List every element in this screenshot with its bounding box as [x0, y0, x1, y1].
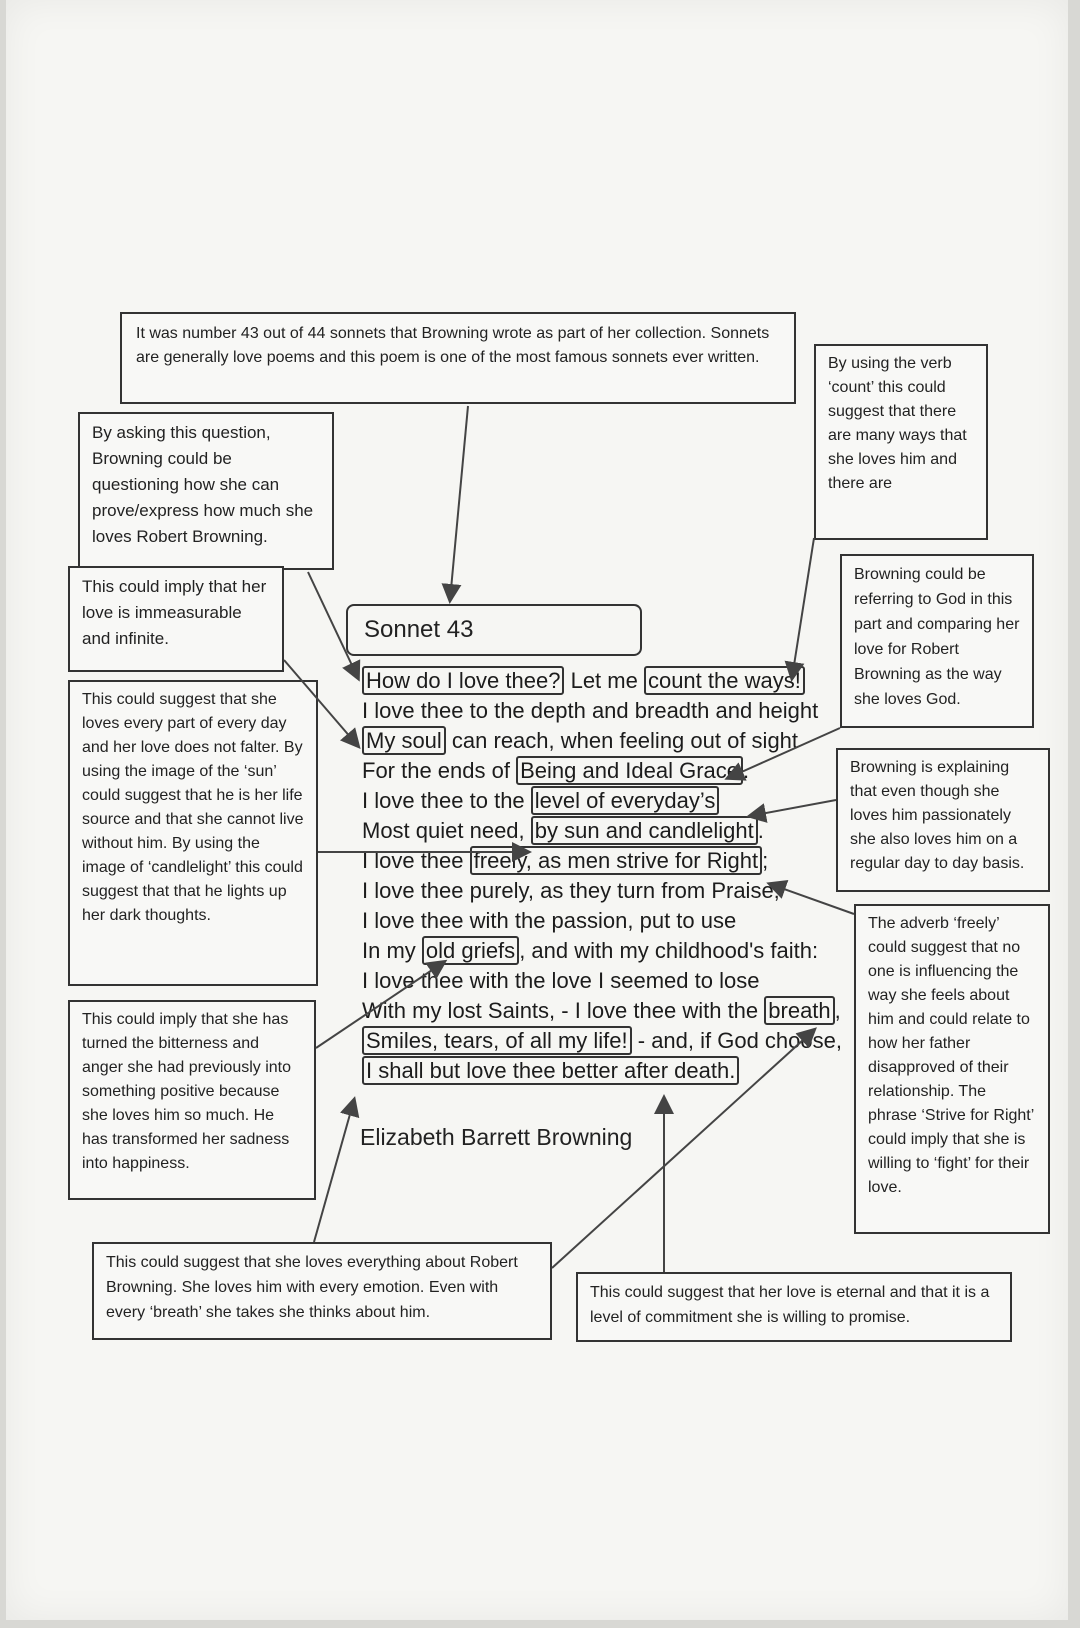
poem-text: For the ends of — [362, 758, 517, 783]
note-question-text: By asking this question, Browning could be questioning how she can prove/express how much she loves Robert Browning. — [92, 423, 314, 546]
highlight-count-the-ways: count the ways! — [644, 666, 805, 695]
poem-text: I love thee to the — [362, 788, 531, 813]
poem-text: ; — [762, 848, 769, 873]
note-intro-text: It was number 43 out of 44 sonnets that Browning wrote as part of her collection. Sonnets are generally love poems and this poem is one of the most famous sonnets ever written. — [136, 325, 770, 366]
arrow-intro — [450, 406, 468, 600]
poem-text: I love thee — [362, 848, 470, 873]
highlight-freely: freely, as men strive for Right — [470, 846, 762, 875]
poem-line-8: I love thee purely, as they turn from Praise; — [362, 878, 780, 903]
note-breath-text: This could suggest that she loves everything about Robert Browning. She loves him with every emotion. Even with every ‘breath’ she takes she thinks about him. — [106, 1254, 518, 1321]
note-griefs-text: This could imply that she has turned the bitterness and anger she had previously into something positive because she loves him so much. He has transformed her sadness into happiness. — [82, 1011, 292, 1172]
arrow-breath-2 — [552, 1030, 814, 1268]
printed-sheet — [6, 0, 1068, 1620]
highlight-breath: breath — [764, 996, 834, 1025]
poem-text: . — [743, 758, 750, 783]
note-freely-text: The adverb ‘freely’ could suggest that no one is influencing the way she feels about him and could relate to how her father disapproved of their relationship. The phrase ‘Strive for Right’ could imply that she is willing to ‘fight’ for their love. — [868, 915, 1034, 1196]
highlight-better-after-death: I shall but love thee better after death. — [362, 1056, 739, 1085]
note-god-text: Browning could be referring to God in this part and comparing her love for Robert Browning as the way she loves God. — [854, 566, 1020, 708]
arrow-immeasurable — [284, 660, 358, 746]
poem-text: , and with my childhood's faith: — [519, 938, 819, 963]
arrow-question — [308, 572, 358, 678]
poem-text: Most quiet need, — [362, 818, 531, 843]
highlight-being-and-ideal-grace: Being and Ideal Grace — [516, 756, 743, 785]
arrow-breath-1 — [314, 1100, 354, 1242]
annotation-arrows — [6, 0, 1068, 1620]
poem-text: can reach, when feeling out of sight — [445, 728, 799, 753]
poem-text: . — [757, 818, 764, 843]
poem-text: With my lost Saints, - I love thee with the — [362, 998, 765, 1023]
arrow-god — [728, 728, 840, 778]
note-passion-text: Browning is explaining that even though she loves him passionately she also loves him on a regular day to day basis. — [850, 759, 1025, 872]
poem-text: In my — [362, 938, 422, 963]
note-count-text: By using the verb ‘count’ this could suggest that there are many ways that she loves him and there are — [828, 355, 967, 492]
highlight-sun-and-candlelight: by sun and candlelight — [531, 816, 758, 845]
poem-text: , — [834, 998, 841, 1023]
highlight-how-do-i-love-thee: How do I love thee? — [362, 666, 564, 695]
note-immeasurable-text: This could imply that her love is immeasurable and infinite. — [82, 577, 267, 648]
arrow-griefs — [316, 962, 444, 1048]
poem-title: Sonnet 43 — [364, 616, 474, 643]
highlight-level-of-everydays: level of everyday’s — [531, 786, 720, 815]
note-eternal-text: This could suggest that her love is eternal and that it is a level of commitment she is willing to promise. — [590, 1284, 990, 1326]
arrow-freely — [770, 884, 854, 914]
poem-text: Let me — [564, 668, 644, 693]
note-everyday-text: This could suggest that she loves every part of every day and her love does not falter. By using the image of the ‘sun’ could suggest that he is her life source and that she cannot live without him. By using the image of ‘candlelight’ this could suggest that that he lights up her dark thoughts. — [82, 691, 304, 924]
highlight-old-griefs: old griefs — [422, 936, 519, 965]
arrow-count — [792, 538, 814, 678]
arrow-passion — [750, 800, 836, 816]
poem-line-11: I love thee with the love I seemed to lose — [362, 968, 760, 993]
highlight-my-soul: My soul — [362, 726, 446, 755]
poem-line-2: I love thee to the depth and breadth and height — [362, 698, 819, 723]
highlight-smiles-tears: Smiles, tears, of all my life! — [362, 1026, 632, 1055]
poem-line-9: I love thee with the passion, put to use — [362, 908, 737, 933]
poem-author: Elizabeth Barrett Browning — [360, 1124, 633, 1150]
poem-text: - and, if God choose, — [631, 1028, 842, 1053]
